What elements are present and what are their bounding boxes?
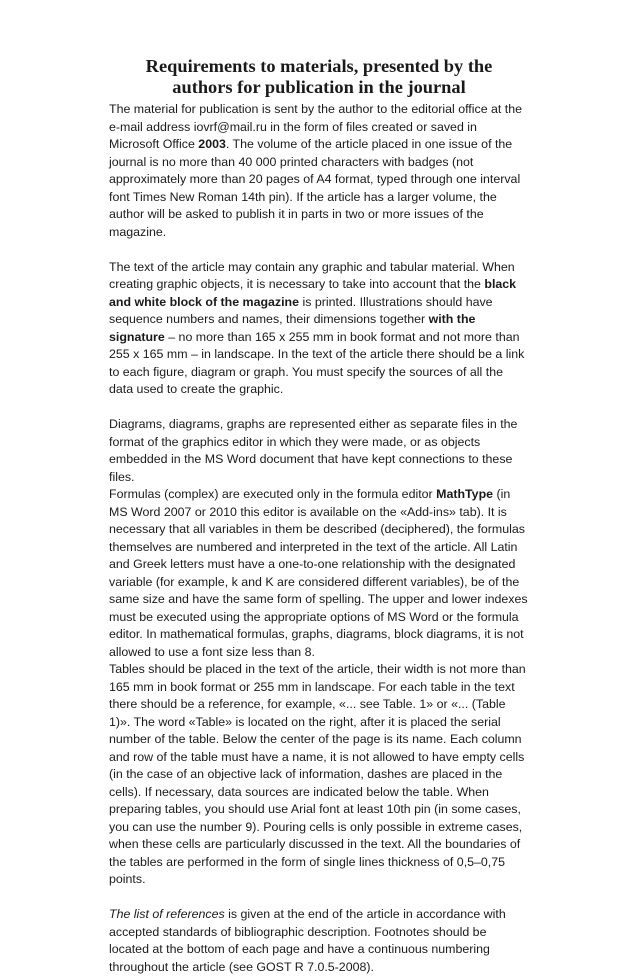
paragraph-formulas-text-2: (in MS Word 2007 or 2010 this editor is available on the «Add-ins» tab). It is necessary that all variables in them be described (deciphered), the formulas themselves are numbered and interpreted in the text of the article. All Latin and Greek letters must have a one-to-one relationship with the designated variable (for example, k and K are considered different variables), be of the same size and have the same form of spelling. The upper and lower indexes must be executed using the appropriate options of MS Word or the formula editor. In mathematical formulas, graphs, diagrams, block diagrams, it is not allowed to use a font size less than 8. xyxy=(109,487,528,659)
paragraph-formulas xyxy=(109,486,529,661)
paragraph-submission-text-2: . The volume of the article placed in one issue of the journal is no more than 40 000 printed characters with badges (not approximately more than 20 pages of A4 format, typed through one interval font Times New Roman 14th pin). If the article has a larger volume, the author will be asked to publish it in parts in two or more issues of the magazine. xyxy=(109,137,521,239)
paragraph-submission-text-1: The material for publication is sent by the author to the editorial office at the e-mail address iovrf@mail.ru in the form of files created or saved in Microsoft Office xyxy=(109,102,523,151)
mathtype-bold: MathType xyxy=(436,487,494,501)
paragraph-graphics-text-2: is printed. Illustrations should have sequence numbers and names, their dimensions together xyxy=(109,294,493,326)
paragraph-graphics-text-1: The text of the article may contain any graphic and tabular material. When creating graphic objects, it is necessary to take into account that the xyxy=(109,259,515,291)
paragraph-references xyxy=(109,906,529,976)
paragraph-tables: Tables should be placed in the text of the article, their width is not more than 165 mm in book format or 255 mm in landscape. For each table in the text there should be a reference, for example, «... see Table. 1» or «... (Table 1)». The word «Table» is located on the right, after it is placed the serial number of the table. Below the center of the page is its name. Each column and row of the table must have a name, it is not allowed to have empty cells (in the case of an objective lack of information, dashes are placed in the cells). If necessary, data sources are indicated below the table. When preparing tables, you should use Arial font at least 10th pin (in some cases, you can use the number 9). Pouring cells is only possible in extreme cases, when these cells are particularly discussed in the text. All the boundaries of the tables are performed in the form of single lines thickness of 0,5–0,75 points. xyxy=(109,662,526,886)
paragraph-submission xyxy=(109,101,529,241)
paragraph-graphics xyxy=(109,259,529,399)
paragraph-formulas-text-1: Formulas (complex) are executed only in the formula editor xyxy=(109,487,437,501)
paragraph-spacer xyxy=(109,399,529,417)
document-title: Requirements to materials, presented by the authors for publication in the journal xyxy=(145,56,493,97)
paragraph-diagrams: Diagrams, diagrams, graphs are represented either as separate files in the format of the graphics editor in which they were made, or as objects embedded in the MS Word document that have kept connections to these files. xyxy=(109,417,518,484)
paragraph-references-text: is given at the end of the article in accordance with accepted standards of bibliographic description. Footnotes should be located at the bottom of each page and have a continuous numbering throughout the article (see GOST R 7.0.5-2008). xyxy=(109,907,506,974)
black-white-block-bold: black and white block of the magazine xyxy=(109,277,517,309)
document-page xyxy=(109,56,529,976)
office-version-bold: 2003 xyxy=(198,137,226,151)
list-of-references-italic: The list of references xyxy=(109,907,225,921)
paragraph-spacer xyxy=(109,241,529,259)
paragraph-graphics-text-3: – no more than 165 x 255 mm in book format and not more than 255 x 165 mm – in landscape. In the text of the article there should be a link to each figure, diagram or graph. You must specify the sources of all the data used to create the graphic. xyxy=(109,329,525,396)
with-signature-bold: with the signature xyxy=(109,312,476,344)
paragraph-spacer xyxy=(109,889,529,907)
